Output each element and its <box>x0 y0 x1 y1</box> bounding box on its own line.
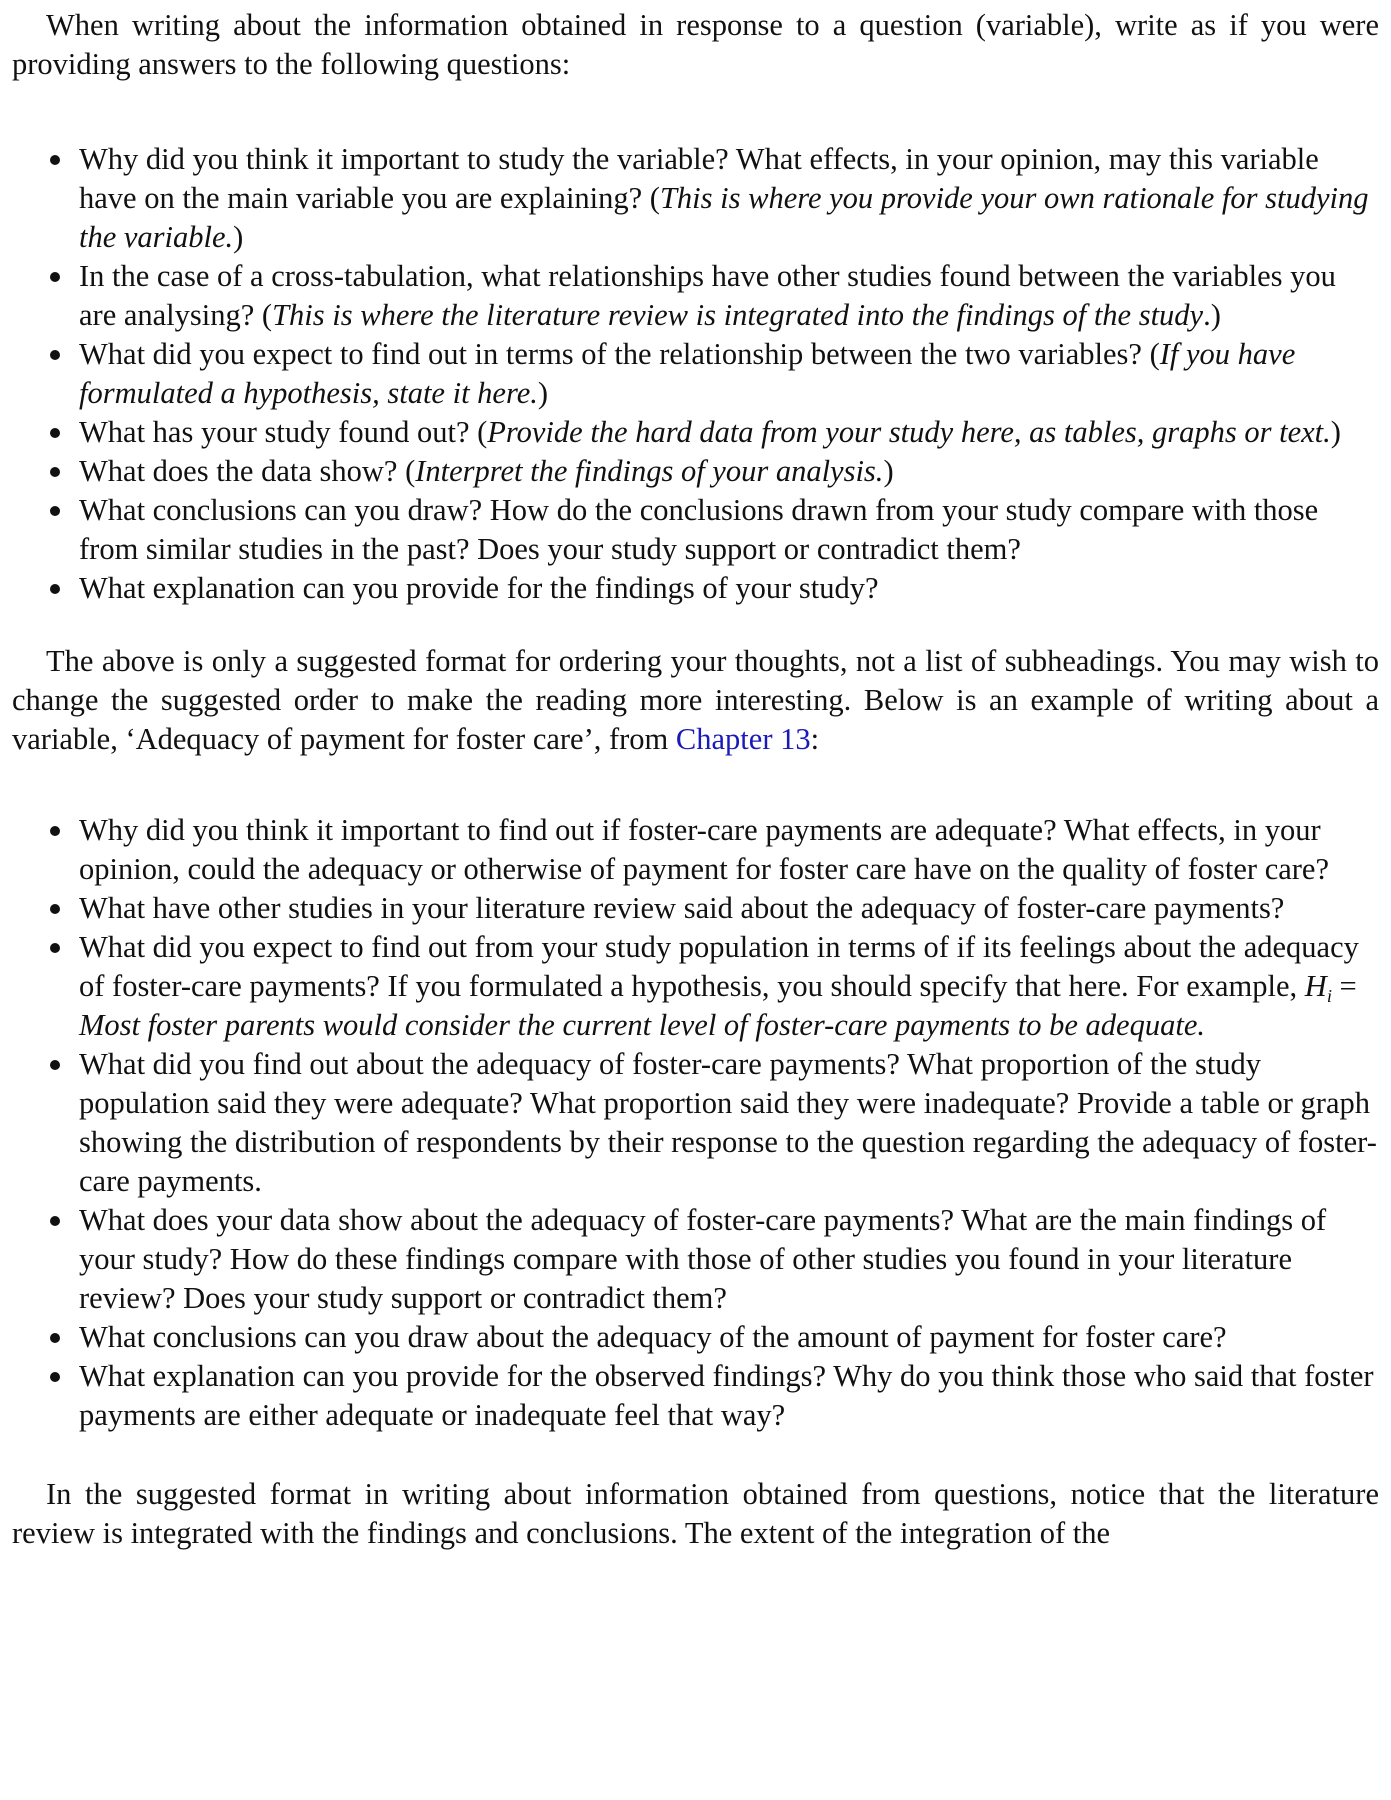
item-text: Why did you think it important to study the variable? What effects, in your opinion, may this variable have on the main variable you are explaining? ( <box>79 142 1319 215</box>
item-italic-note: Provide the hard data from your study here, as tables, graphs or text. <box>487 415 1331 449</box>
bullet-icon <box>50 1060 60 1070</box>
closing-paragraph <box>12 1475 1379 1553</box>
item-text-end: ) <box>537 376 549 410</box>
middle-text-end: : <box>810 722 820 756</box>
spacer <box>12 608 1379 642</box>
item-text: Why did you think it important to find out if foster-care payments are adequate? What effects, in your opinion, could the adequacy or otherwise of payment for foster care have on the quality of foster care? <box>79 813 1330 886</box>
bullet-icon <box>50 1372 60 1382</box>
closing-text: In the suggested format in writing about information obtained from questions, notice that the literature review is integrated with the findings and conclusions. The extent of the integration of the <box>12 1477 1379 1550</box>
bullet-icon <box>50 1216 60 1226</box>
bullet-icon <box>50 428 60 438</box>
list-item <box>79 335 1379 413</box>
item-text-end: .) <box>1203 298 1221 332</box>
item-text: What did you find out about the adequacy of foster-care payments? What proportion of the study population said they were adequate? What proportion said they were inadequate? Provide a table or graph showing the distribution of respondents by their response to the question regarding the adequacy of foster-care payments. <box>79 1047 1377 1198</box>
item-text: What does the data show? ( <box>79 454 416 488</box>
example-questions-list <box>12 811 1379 1435</box>
bullet-icon <box>50 350 60 360</box>
item-text: What explanation can you provide for the observed findings? Why do you think those who said that foster payments are either adequate or inadequate feel that way? <box>79 1359 1374 1432</box>
intro-text: When writing about the information obtained in response to a question (variable), write as if you were providing answers to the following questions: <box>12 8 1379 81</box>
item-text: What have other studies in your literature review said about the adequacy of foster-care payments? <box>79 891 1285 925</box>
equals-sign: = <box>1331 969 1357 1003</box>
list-item <box>79 413 1379 452</box>
bullet-icon <box>50 272 60 282</box>
guiding-questions-list <box>12 140 1379 608</box>
list-item <box>79 1201 1379 1318</box>
bullet-icon <box>50 826 60 836</box>
item-italic-note: This is where the literature review is integrated into the findings of the study <box>272 298 1204 332</box>
spacer <box>12 759 1379 811</box>
list-item <box>79 811 1379 889</box>
list-item <box>79 1357 1379 1435</box>
list-item <box>79 257 1379 335</box>
hypothesis-end: . <box>1197 1008 1205 1042</box>
list-item <box>79 569 1379 608</box>
item-text: What conclusions can you draw about the adequacy of the amount of payment for foster care? <box>79 1320 1227 1354</box>
item-text: What did you expect to find out in terms of the relationship between the two variables? ( <box>79 337 1160 371</box>
spacer <box>12 1435 1379 1475</box>
item-text: What conclusions can you draw? How do the conclusions drawn from your study compare with those from similar studies in the past? Does your study support or contradict them? <box>79 493 1319 566</box>
item-italic-note: This is where you provide your own rationale for studying the variable. <box>79 181 1369 254</box>
item-text-end: ) <box>883 454 894 488</box>
list-item <box>79 452 1379 491</box>
list-item <box>79 928 1379 1045</box>
hypothesis-statement: Most foster parents would consider the current level of foster-care payments to be adequate <box>79 1008 1198 1042</box>
item-text: What does your data show about the adequacy of foster-care payments? What are the main findings of your study? How do these findings compare with those of other studies you found in your literature review? Does your study support or contradict them? <box>79 1203 1327 1315</box>
item-text: What explanation can you provide for the findings of your study? <box>79 571 879 605</box>
spacer <box>12 84 1379 140</box>
bullet-icon <box>50 467 60 477</box>
bullet-icon <box>50 904 60 914</box>
bullet-icon <box>50 584 60 594</box>
intro-paragraph <box>12 6 1379 84</box>
list-item <box>79 140 1379 257</box>
list-item <box>79 889 1379 928</box>
item-italic-note: If you have formulated a hypothesis, state it here. <box>79 337 1296 410</box>
item-text: In the case of a cross-tabulation, what relationships have other studies found between the variables you are analysing? ( <box>79 259 1336 332</box>
item-text-end: ) <box>1330 415 1341 449</box>
chapter-13-link[interactable]: Chapter 13 <box>675 722 811 756</box>
list-item <box>79 1045 1379 1201</box>
bullet-icon <box>50 1333 60 1343</box>
hypothesis-letter: H <box>1304 969 1327 1003</box>
item-italic-note: Interpret the findings of your analysis. <box>415 454 884 488</box>
list-item <box>79 491 1379 569</box>
list-item <box>79 1318 1379 1357</box>
middle-paragraph <box>12 642 1379 759</box>
hypothesis-subscript: i <box>1326 986 1332 1006</box>
middle-text: The above is only a suggested format for ordering your thoughts, not a list of subheadings. You may wish to change the suggested order to make the reading more interesting. Below is an example of writing about a variable, ‘Adequacy of payment for foster care’, from <box>12 644 1379 756</box>
bullet-icon <box>50 506 60 516</box>
item-text: What did you expect to find out from your study population in terms of if its feelings about the adequacy of foster-care payments? If you formulated a hypothesis, you should specify that here. For example, <box>79 930 1359 1003</box>
bullet-icon <box>50 155 60 165</box>
bullet-icon <box>50 943 60 953</box>
item-text-end: ) <box>233 220 244 254</box>
hypothesis-symbol <box>1304 969 1332 1006</box>
item-text: What has your study found out? ( <box>79 415 488 449</box>
